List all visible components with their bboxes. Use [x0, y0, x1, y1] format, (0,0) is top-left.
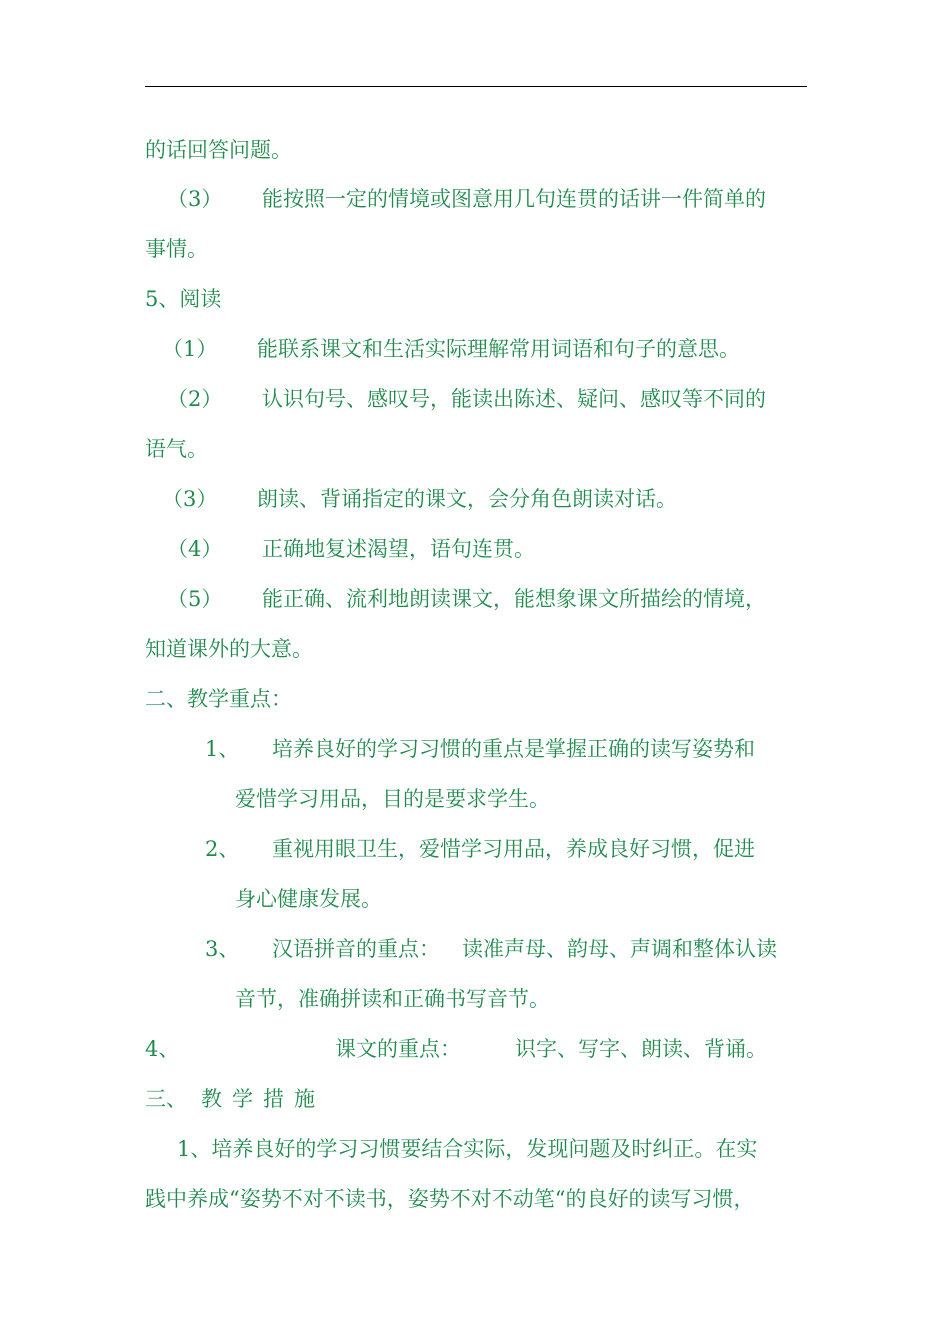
text-line: 的话回答问题。	[145, 138, 292, 162]
text-line: 认识句号、感叹号，能读出陈述、疑问、感叹等不同的	[262, 387, 766, 411]
item-number: 1、	[205, 737, 240, 761]
text-line: 事情。	[145, 237, 208, 261]
item-number: （5）	[167, 587, 223, 611]
section-heading: 二、教学重点：	[145, 687, 292, 711]
item-number: （1）	[162, 337, 218, 361]
text-line: 音节，准确拼读和正确书写音节。	[235, 987, 550, 1011]
text-line: 能联系课文和生活实际理解常用词语和句子的意思。	[257, 337, 740, 361]
item-number: （2）	[167, 387, 223, 411]
text-line: 践中养成“姿势不对不读书，姿势不对不动笔“的良好的读写习惯，	[145, 1187, 755, 1211]
text-line: 朗读、背诵指定的课文，会分角色朗读对话。	[257, 487, 677, 511]
text-line: 1、培养良好的学习习惯要结合实际，发现问题及时纠正。在实	[177, 1137, 758, 1161]
section-number: 三、	[145, 1087, 187, 1111]
text-line: 培养良好的学习习惯的重点是掌握正确的读写姿势和	[272, 737, 755, 761]
text-line: 能按照一定的情境或图意用几句连贯的话讲一件简单的	[262, 187, 766, 211]
text-line: 汉语拼音的重点：	[272, 937, 440, 961]
text-line: 课文的重点：	[335, 1037, 461, 1061]
item-number: 3、	[205, 937, 240, 961]
text-line: 爱惜学习用品，目的是要求学生。	[235, 787, 550, 811]
section-heading: 教学措施	[201, 1087, 325, 1111]
text-line: 能正确、流利地朗读课文，能想象课文所描绘的情境，	[262, 587, 766, 611]
text-line: 知道课外的大意。	[145, 637, 313, 661]
header-rule	[145, 86, 807, 87]
item-number: （3）	[167, 187, 223, 211]
text-line: 正确地复述渴望，语句连贯。	[262, 537, 535, 561]
item-number: 4、	[145, 1037, 180, 1061]
text-line: 读准声母、韵母、声调和整体认读	[462, 937, 777, 961]
item-number: 2、	[205, 837, 240, 861]
text-line: 识字、写字、朗读、背诵。	[515, 1037, 767, 1061]
item-number: （3）	[162, 487, 218, 511]
text-line: 身心健康发展。	[235, 887, 382, 911]
section-heading: 5、阅读	[145, 287, 222, 311]
text-line: 重视用眼卫生，爱惜学习用品，养成良好习惯，促进	[272, 837, 755, 861]
item-number: （4）	[167, 537, 223, 561]
text-line: 语气。	[145, 437, 208, 461]
